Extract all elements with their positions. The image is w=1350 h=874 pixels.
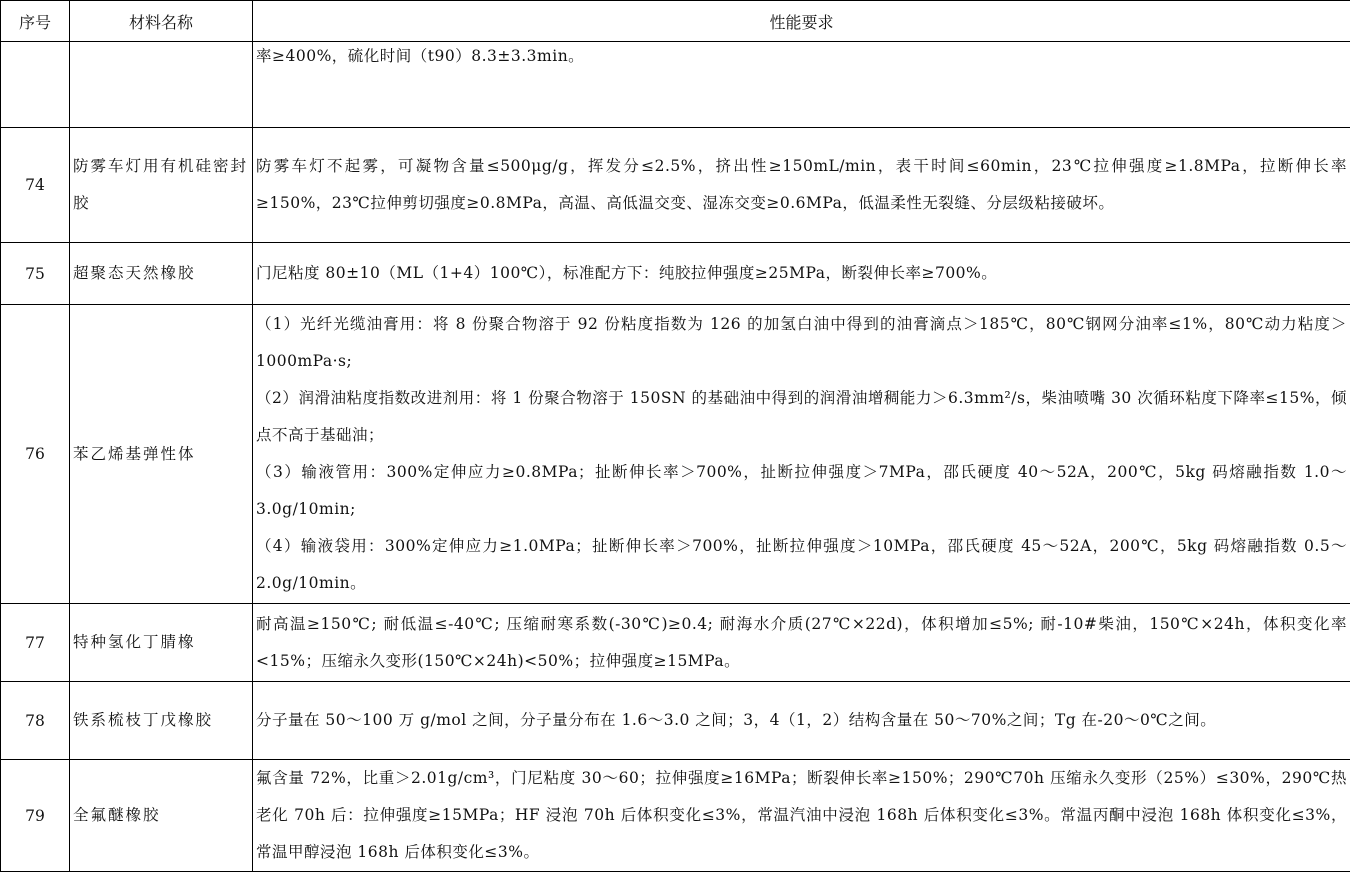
- row-requirements: [253, 305, 1350, 604]
- row-requirements: [253, 243, 1350, 305]
- header-no: 序号: [1, 1, 70, 42]
- req-text: 率≥400%，硫化时间（t90）8.3±3.3min。: [256, 47, 585, 65]
- row-no: 74: [1, 128, 70, 243]
- table-row: [1, 42, 1350, 128]
- req-text: 氟含量 72%，比重＞2.01g/cm³，门尼粘度 30～60；拉伸强度≥16MPa；断裂伸长率≥150%；290℃70h 压缩永久变形（25%）≤30%，290℃热老化 70h 后：拉伸强度≥15MPa；HF 浸泡 70h 后体积变化≤3%，常温汽油中浸泡 168h 后体积变化≤3%。常温丙酮中浸泡 168h 体积变化≤3%，常温甲醇浸泡 168h 后体积变化≤3%。: [256, 769, 1347, 861]
- row-name: 超聚态天然橡胶: [70, 243, 253, 305]
- row-no: [1, 42, 70, 128]
- row-requirements: [253, 760, 1350, 872]
- req-text: （2）润滑油粘度指数改进剂用：将 1 份聚合物溶于 150SN 的基础油中得到的润滑油增稠能力＞6.3mm²/s，柴油喷嘴 30 次循环粘度下降率≤15%，倾点不高于基础油；: [256, 389, 1347, 444]
- req-text: 防雾车灯不起雾，可凝物含量≤500μg/g，挥发分≤2.5%，挤出性≥150mL/min，表干时间≤60min，23℃拉伸强度≥1.8MPa，拉断伸长率≥150%，23℃拉伸剪切强度≥0.8MPa，高温、高低温交变、湿冻交变≥0.6MPa，低温柔性无裂缝、分层级粘接破坏。: [256, 157, 1347, 212]
- row-requirements: [253, 604, 1350, 682]
- table-row: [1, 305, 1350, 604]
- table-row: [1, 682, 1350, 760]
- req-text: （3）输液管用：300%定伸应力≥0.8MPa；扯断伸长率＞700%，扯断拉伸强度＞7MPa，邵氏硬度 40～52A，200℃，5kg 码熔融指数 1.0～3.0g/10min;: [256, 463, 1347, 518]
- row-no: 75: [1, 243, 70, 305]
- row-no: 77: [1, 604, 70, 682]
- row-name: [70, 42, 253, 128]
- req-text: 耐高温≥150℃; 耐低温≤-40℃; 压缩耐寒系数(-30℃)≥0.4; 耐海水介质(27℃×22d)，体积增加≤5%; 耐-10#柴油，150℃×24h，体积变化率<15%；压缩永久变形(150℃×24h)<50%；拉伸强度≥15MPa。: [256, 614, 1347, 670]
- row-name: 防雾车灯用有机硅密封胶: [70, 128, 253, 243]
- table-row: [1, 128, 1350, 243]
- row-requirements: [253, 42, 1350, 128]
- req-text: 分子量在 50～100 万 g/mol 之间，分子量分布在 1.6～3.0 之间；3，4（1，2）结构含量在 50～70%之间；Tg 在-20～0℃之间。: [256, 711, 1217, 729]
- row-name: 苯乙烯基弹性体: [70, 305, 253, 604]
- table-row: [1, 604, 1350, 682]
- row-requirements: [253, 682, 1350, 760]
- req-text: （4）输液袋用：300%定伸应力≥1.0MPa；扯断伸长率＞700%，扯断拉伸强度＞10MPa，邵氏硬度 45～52A，200℃，5kg 码熔融指数 0.5～2.0g/10min。: [256, 537, 1347, 592]
- header-name: 材料名称: [70, 1, 253, 42]
- row-no: 79: [1, 760, 70, 872]
- row-no: 76: [1, 305, 70, 604]
- table-row: [1, 243, 1350, 305]
- row-no: 78: [1, 682, 70, 760]
- req-text: （1）光纤光缆油膏用：将 8 份聚合物溶于 92 份粘度指数为 126 的加氢白油中得到的油膏滴点＞185℃，80℃钢网分油率≤1%，80℃动力粘度＞1000mPa·s;: [256, 315, 1347, 370]
- row-requirements: [253, 128, 1350, 243]
- row-name: 全氟醚橡胶: [70, 760, 253, 872]
- row-name: 铁系梳枝丁戊橡胶: [70, 682, 253, 760]
- table-row: [1, 760, 1350, 872]
- header-requirements: 性能要求: [253, 1, 1350, 42]
- row-name: 特种氢化丁腈橡: [70, 604, 253, 682]
- header-row: [1, 1, 1350, 42]
- req-text: 门尼粘度 80±10（ML（1+4）100℃），标准配方下：纯胶拉伸强度≥25MPa，断裂伸长率≥700%。: [256, 264, 998, 282]
